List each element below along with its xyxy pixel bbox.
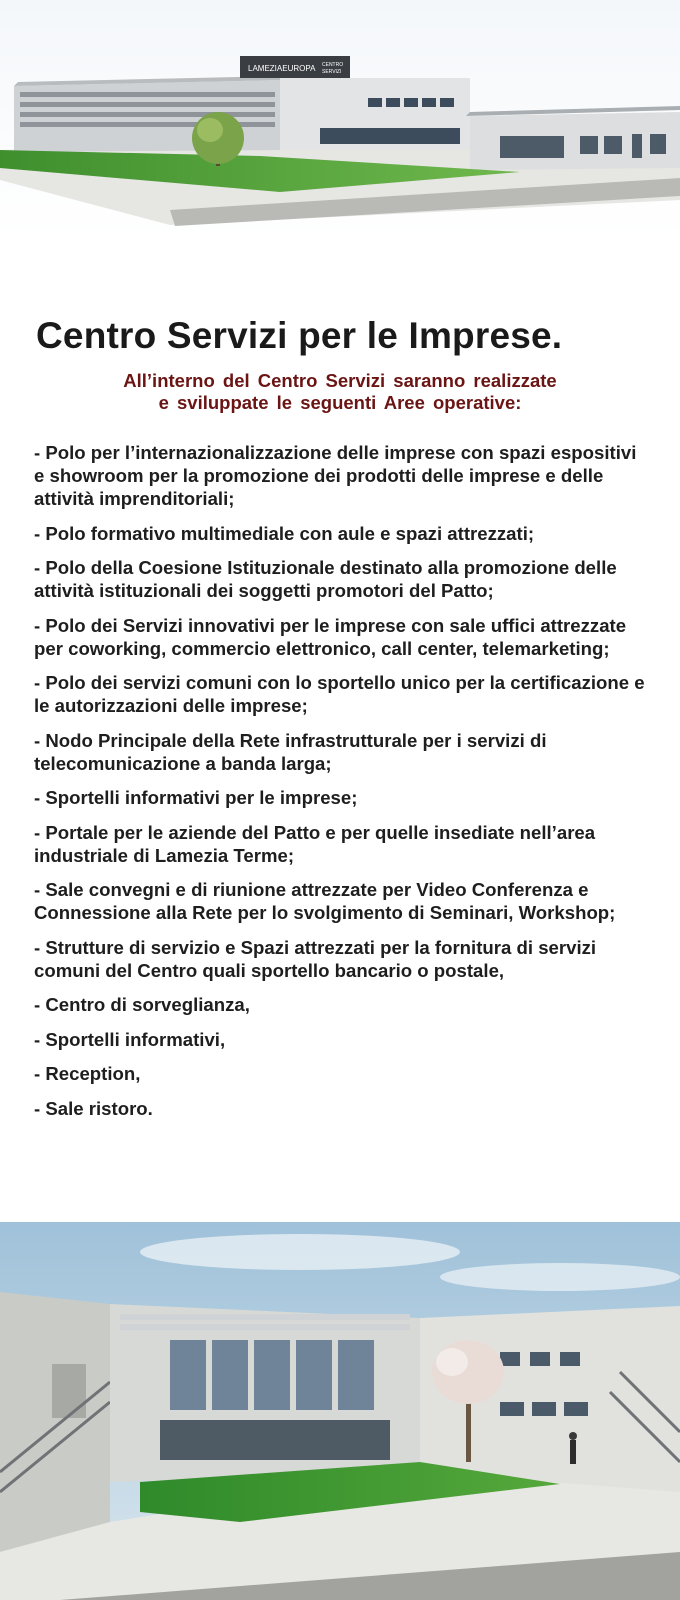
list-item: - Nodo Principale della Rete infrastrutturale per i servizi di telecomunicazione a banda larga; [34,729,547,774]
list-item: - Portale per le aziende del Patto e per quelle insediate nell’area industriale di Lamezia Terme; [34,821,596,866]
list-item: - Reception, [34,1063,141,1084]
list-item: - Centro di sorveglianza, [34,994,250,1015]
list-item: - Polo della Coesione Istituzionale destinato alla promozione delle attività istituzionali dei soggetti promotori del Patto; [34,557,617,601]
operative-areas-list [34,441,650,1131]
list-item: - Sportelli informativi per le imprese; [34,787,358,808]
list-item: - Sale ristoro. [34,1097,153,1119]
list-item: - Polo dei servizi comuni con lo sportello unico per la certificazione e le autorizzazioni delle imprese; [34,672,645,716]
svg-text:SERVIZI: SERVIZI [322,69,342,75]
list-item: - Polo dei Servizi innovativi per le imprese con sale uffici attrezzate per coworking, commercio elettronico, call center, telemarketing; [34,614,627,659]
list-item: - Strutture di servizio e Spazi attrezzati per la fornitura di servizi comuni del Centro quali sportello bancario o postale, [34,936,597,981]
subtitle-line: e sviluppate le seguenti Aree operative: [158,392,522,413]
list-item: - Polo formativo multimediale con aule e spazi attrezzati; [34,522,535,544]
subtitle [40,370,640,414]
subtitle-line: All’interno del Centro Servizi saranno realizzate [123,370,557,391]
building-exterior-render [0,0,680,240]
courtyard-render [0,1222,680,1600]
list-item: - Sportelli informativi, [34,1028,226,1050]
page-title: Centro Servizi per le Imprese. [36,314,563,356]
svg-text:CENTRO: CENTRO [322,62,344,68]
list-item: - Sale convegni e di riunione attrezzate per Video Conferenza e Connessione alla Rete per lo svolgimento di Seminari, Workshop; [34,879,616,923]
svg-text:LAMEZIAEUROPA: LAMEZIAEUROPA [248,64,316,73]
list-item: - Polo per l’internazionalizzazione delle imprese con spazi espositivi e showroom per la promozione dei prodotti delle imprese e delle attività imprenditoriali; [34,442,637,509]
